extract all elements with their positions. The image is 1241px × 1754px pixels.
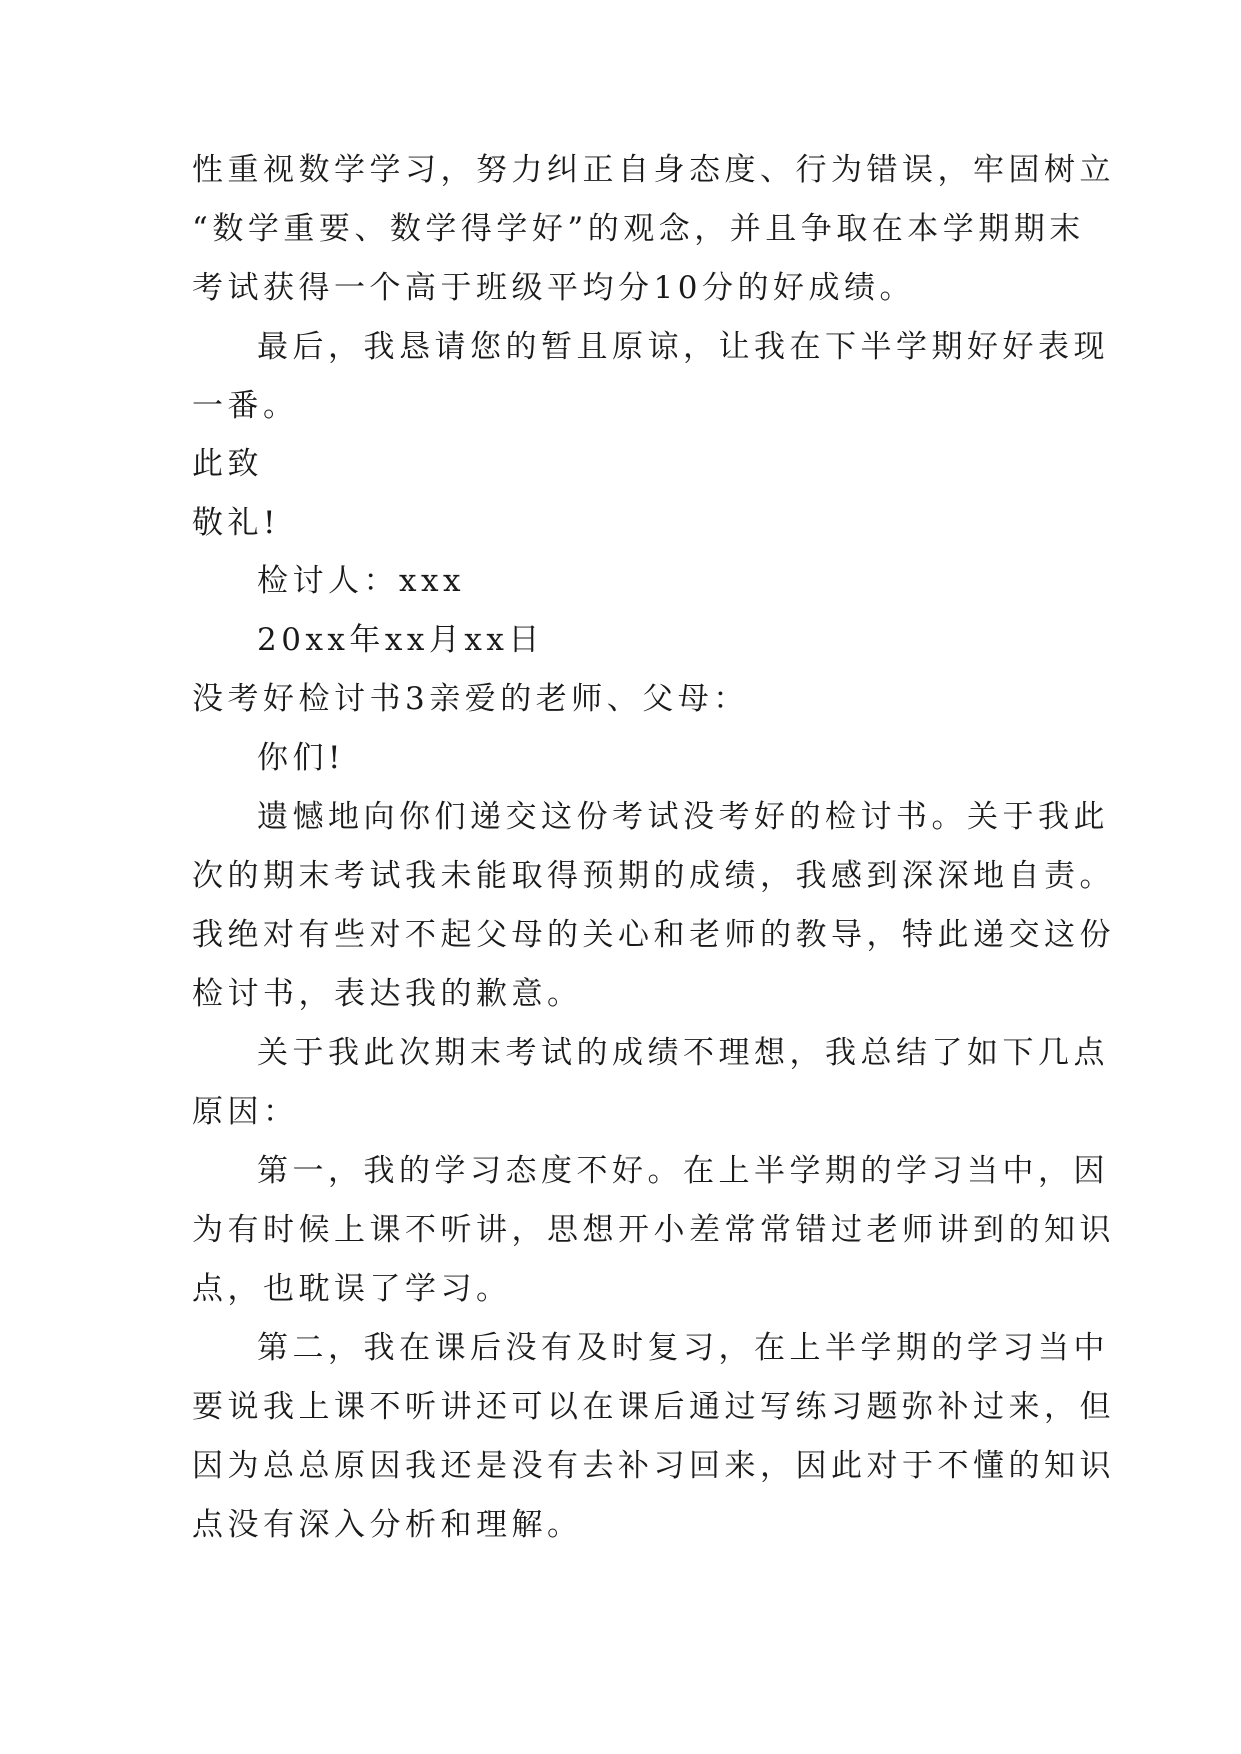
signature-date: 20xx年xx月xx日 bbox=[257, 622, 544, 658]
closing-salutation: 此致 bbox=[192, 446, 263, 482]
body-text-line: 次的期末考试我未能取得预期的成绩，我感到深深地自责。 bbox=[192, 858, 1115, 894]
signature-name: 检讨人：xxx bbox=[257, 563, 465, 599]
body-text-line: “数学重要、数学得学好”的观念，并且争取在本学期期末 bbox=[192, 211, 1085, 247]
body-text-line: 点，也耽误了学习。 bbox=[192, 1271, 512, 1307]
body-text-line: 原因： bbox=[192, 1094, 299, 1130]
paragraph-start-line: 第一，我的学习态度不好。在上半学期的学习当中，因 bbox=[257, 1153, 1109, 1189]
body-text-line: 考试获得一个高于班级平均分10分的好成绩。 bbox=[192, 270, 915, 306]
greeting-line: 你们! bbox=[257, 740, 345, 776]
body-text-line: 为有时候上课不听讲，思想开小差常常错过老师讲到的知识 bbox=[192, 1212, 1115, 1248]
body-text-line: 我绝对有些对不起父母的关心和老师的教导，特此递交这份 bbox=[192, 917, 1115, 953]
paragraph-start-line: 第二，我在课后没有及时复习，在上半学期的学习当中 bbox=[257, 1330, 1109, 1366]
paragraph-start-line: 关于我此次期末考试的成绩不理想，我总结了如下几点 bbox=[257, 1035, 1109, 1071]
paragraph-start-line: 最后，我恳请您的暂且原谅，让我在下半学期好好表现 bbox=[257, 329, 1109, 365]
body-text-line: 因为总总原因我还是没有去补习回来，因此对于不懂的知识 bbox=[192, 1448, 1115, 1484]
body-text-line: 点没有深入分析和理解。 bbox=[192, 1507, 583, 1543]
body-text-line: 性重视数学学习，努力纠正自身态度、行为错误，牢固树立 bbox=[192, 152, 1115, 188]
closing-regards: 敬礼! bbox=[192, 505, 280, 541]
body-text-line: 检讨书，表达我的歉意。 bbox=[192, 976, 583, 1012]
body-text-line: 一番。 bbox=[192, 388, 299, 424]
paragraph-start-line: 遗憾地向你们递交这份考试没考好的检讨书。关于我此 bbox=[257, 799, 1109, 835]
body-text-line: 要说我上课不听讲还可以在课后通过写练习题弥补过来，但 bbox=[192, 1389, 1115, 1425]
section-heading: 没考好检讨书3亲爱的老师、父母： bbox=[192, 681, 749, 717]
